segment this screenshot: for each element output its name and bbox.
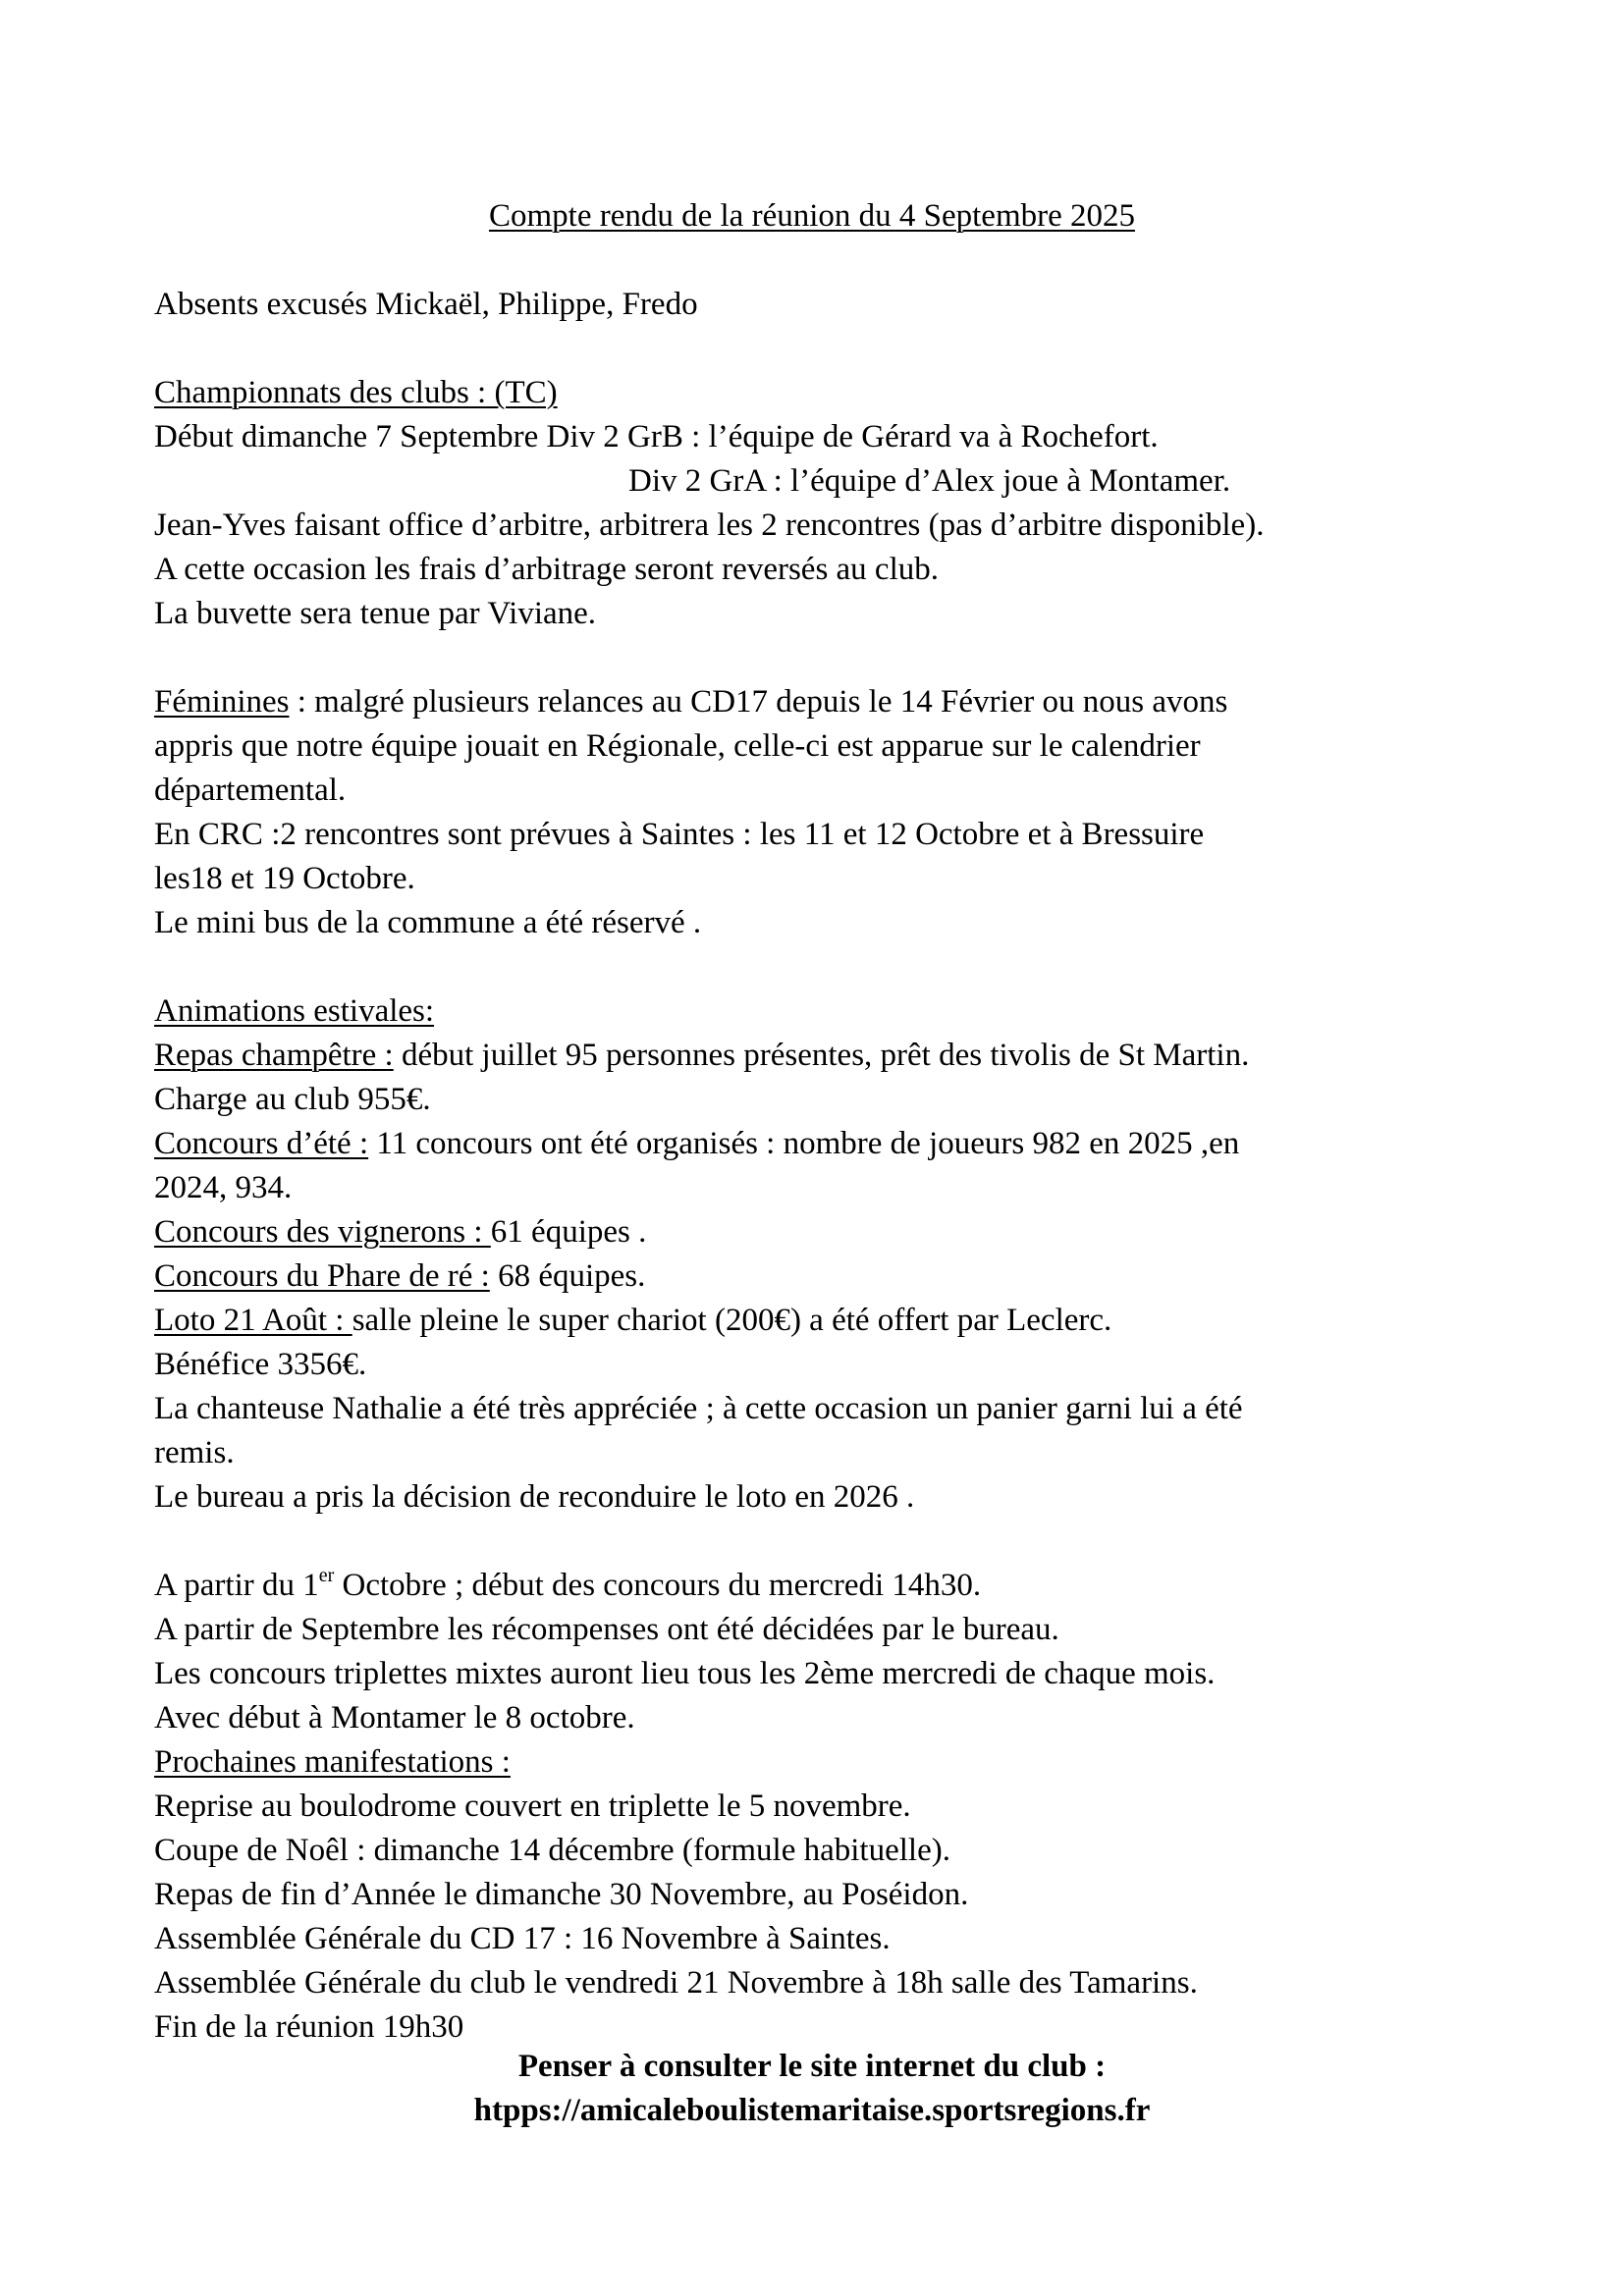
feminines-line: En CRC :2 rencontres sont prévues à Saintes : les 11 et 12 Octobre et à Bressuire — [154, 817, 1205, 852]
vignerons-label: Concours des vignerons : — [154, 1214, 491, 1250]
prochaines-item: Coupe de Noêl : dimanche 14 décembre (formule habituelle). — [154, 1833, 950, 1868]
championnats-line: A cette occasion les frais d’arbitrage seront reversés au club. — [154, 552, 939, 587]
concours-ete-text: 11 concours ont été organisés : nombre de joueurs 982 en 2025 ,en — [368, 1126, 1240, 1161]
absents-line: Absents excusés Mickaël, Philippe, Fredo — [154, 287, 698, 322]
infos-text: A partir du 1 — [154, 1568, 319, 1603]
loto-label: Loto 21 Août : — [154, 1303, 352, 1338]
championnats-line: La buvette sera tenue par Viviane. — [154, 596, 597, 631]
prochaines-item: Reprise au boulodrome couvert en triplette le 5 novembre. — [154, 1789, 911, 1824]
prochaines-item: Assemblée Générale du club le vendredi 21 Novembre à 18h salle des Tamarins. — [154, 1965, 1198, 2001]
loto-text: salle pleine le super chariot (200€) a été offert par Leclerc. — [352, 1303, 1112, 1338]
infos-text: Octobre ; début des concours du mercredi 14h30. — [334, 1568, 982, 1603]
animations-line — [154, 1255, 1529, 1299]
infos-line: Les concours triplettes mixtes auront lieu tous les 2ème mercredi de chaque mois. — [154, 1656, 1216, 1691]
infos-line: A partir de Septembre les récompenses ont été décidées par le bureau. — [154, 1612, 1059, 1647]
vignerons-text: 61 équipes . — [490, 1214, 647, 1250]
animations-line: Le bureau a pris la décision de reconduire le loto en 2026 . — [154, 1479, 915, 1515]
repas-label: Repas champêtre : — [154, 1038, 394, 1073]
absents-section — [154, 283, 1529, 327]
animations-line: Bénéfice 3356€. — [154, 1347, 367, 1382]
animations-line — [154, 1210, 1529, 1255]
concours-ete-label: Concours d’été : — [154, 1126, 369, 1161]
repas-text: début juillet 95 personnes présentes, prêt des tivolis de St Martin. — [393, 1038, 1250, 1073]
phare-text: 68 équipes. — [489, 1258, 646, 1294]
animations-heading: Animations estivales: — [154, 993, 435, 1029]
prochaines-item: Repas de fin d’Année le dimanche 30 Novembre, au Poséidon. — [154, 1877, 969, 1912]
infos-section — [154, 1564, 1529, 2050]
feminines-line — [154, 680, 1529, 724]
infos-line — [154, 1564, 1529, 1608]
animations-line: remis. — [154, 1435, 235, 1470]
page-title: Compte rendu de la réunion du 4 Septembre 2025 — [488, 198, 1136, 234]
championnats-line: Début dimanche 7 Septembre Div 2 GrB : l’équipe de Gérard va à Rochefort. — [154, 419, 1159, 454]
superscript-er: er — [318, 1565, 335, 1586]
championnats-heading: Championnats des clubs : (TC) — [154, 375, 558, 410]
prochaines-item: Fin de la réunion 19h30 — [154, 2009, 464, 2045]
feminines-section — [154, 680, 1529, 945]
feminines-text: : malgré plusieurs relances au CD17 depuis le 14 Février ou nous avons — [289, 684, 1228, 720]
animations-line: La chanteuse Nathalie a été très appréciée ; à cette occasion un panier garni lui a été — [154, 1391, 1243, 1426]
feminines-line: Le mini bus de la commune a été réservé . — [154, 905, 702, 940]
feminines-line: les18 et 19 Octobre. — [154, 861, 415, 896]
footer-section — [0, 2045, 1624, 2133]
championnats-line: Jean-Yves faisant office d’arbitre, arbitrera les 2 rencontres (pas d’arbitre disponible). — [154, 507, 1265, 543]
animations-line: Charge au club 955€. — [154, 1082, 431, 1117]
infos-line: Avec début à Montamer le 8 octobre. — [154, 1700, 635, 1735]
prochaines-heading: Prochaines manifestations : — [154, 1744, 511, 1780]
footer-line: Penser à consulter le site internet du club : — [517, 2049, 1107, 2084]
championnats-line: Div 2 GrA : l’équipe d’Alex joue à Montamer. — [628, 463, 1231, 499]
feminines-heading: Féminines — [154, 684, 290, 720]
animations-line — [154, 1034, 1529, 1078]
phare-label: Concours du Phare de ré : — [154, 1258, 490, 1294]
animations-section — [154, 989, 1529, 1520]
championnats-section — [154, 371, 1529, 636]
feminines-line: départemental. — [154, 773, 347, 808]
website-link[interactable]: htpps://amicaleboulistemaritaise.sportsregions.fr — [473, 2093, 1151, 2128]
prochaines-item: Assemblée Générale du CD 17 : 16 Novembre à Saintes. — [154, 1921, 891, 1956]
animations-line — [154, 1122, 1529, 1166]
animations-line — [154, 1299, 1529, 1343]
feminines-line: appris que notre équipe jouait en Régionale, celle-ci est apparue sur le calendrier — [154, 728, 1201, 764]
animations-line: 2024, 934. — [154, 1170, 293, 1205]
